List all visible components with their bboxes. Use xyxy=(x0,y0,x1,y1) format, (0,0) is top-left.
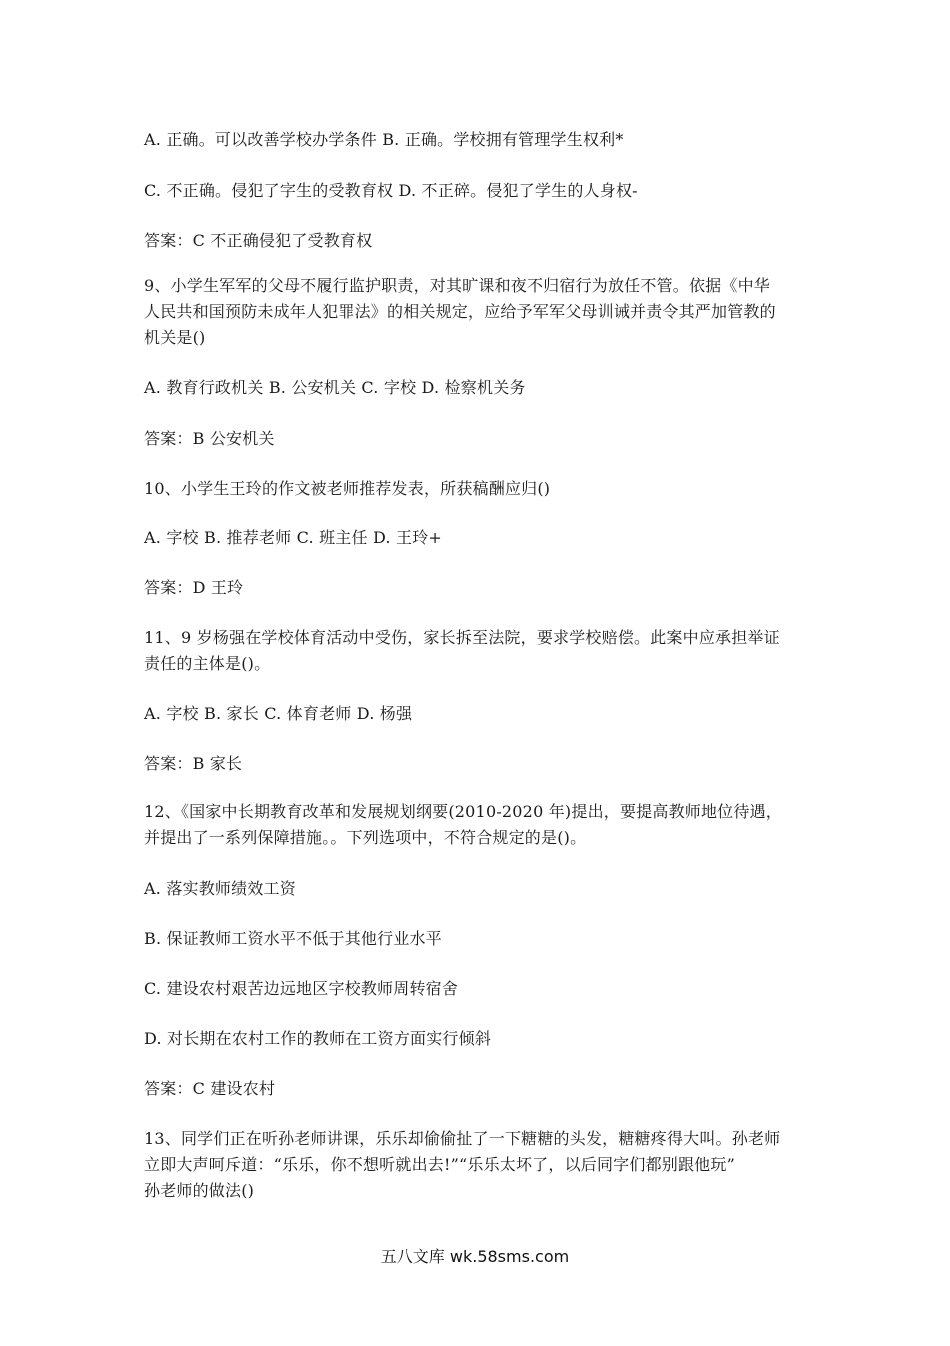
answer-line-q9: 答案：B 公安机关 xyxy=(144,429,275,448)
option-line-q10: A. 字校 B. 推荐老师 C. 班主任 D. 王玲+ xyxy=(144,528,442,547)
question-13-line-3: 孙老师的做法() xyxy=(144,1181,255,1200)
question-11-line-1: 11、9 岁杨强在学校体育活动中受伤，家长拆至法院，要求学校赔偿。此案中应承担举证 xyxy=(144,628,780,647)
question-9-line-3: 机关是() xyxy=(144,328,206,347)
question-9-line-2: 人民共和国预防未成年人犯罪法》的相关规定，应给予军军父母训诫并责令其严加管教的 xyxy=(144,302,776,321)
question-13-line-1: 13、同学们正在听孙老师讲课，乐乐却偷偷扯了一下糖糖的头发，糖糖疼得大叫。孙老师 xyxy=(144,1129,781,1148)
option-line-q8-cd: C. 不正确。侵犯了字生的受教育权 D. 不正碎。侵犯了学生的人身权- xyxy=(144,181,638,200)
question-12-line-1: 12、《国家中长期教育改革和发展规划纲要(2010-2020 年)提出，要提高教师地位待遇， xyxy=(144,802,782,821)
option-line-q12-b: B. 保证教师工资水平不低于其他行业水平 xyxy=(144,929,442,948)
option-line-q8-ab: A. 正确。可以改善学校办学条件 B. 正确。学校拥有管理学生权利* xyxy=(144,130,624,149)
question-10-line-1: 10、小学生王玲的作文被老师推荐发表，所获稿酬应归() xyxy=(144,479,551,498)
page-footer-watermark: 五八文库 wk.58sms.com xyxy=(380,1247,570,1266)
option-line-q9: A. 教育行政机关 B. 公安机关 C. 字校 D. 检察机关务 xyxy=(144,378,526,397)
option-line-q12-a: A. 落实教师绩效工资 xyxy=(144,879,296,898)
answer-line-q8: 答案：C 不正确侵犯了受教育权 xyxy=(144,231,373,250)
option-line-q12-d: D. 对长期在农村工作的教师在工资方面实行倾斜 xyxy=(144,1029,492,1048)
question-13-line-2: 立即大声呵斥道：“乐乐，你不想听就出去!”“乐乐太坏了，以后同字们都别跟他玩” xyxy=(144,1155,735,1174)
answer-line-q10: 答案：D 王玲 xyxy=(144,578,244,597)
answer-line-q12: 答案：C 建设农村 xyxy=(144,1079,276,1098)
question-11-line-2: 责任的主体是()。 xyxy=(144,654,271,673)
question-12-line-2: 并提出了一系列保障措施。。下列选项中，不符合规定的是()。 xyxy=(144,828,587,847)
question-9-line-1: 9、小学生军军的父母不履行监护职责，对其旷课和夜不归宿行为放任不管。依据《中华 xyxy=(144,276,770,295)
option-line-q12-c: C. 建设农村艰苦边远地区字校教师周转宿舍 xyxy=(144,979,459,998)
answer-line-q11: 答案：B 家长 xyxy=(144,754,243,773)
option-line-q11: A. 字校 B. 家长 C. 体育老师 D. 杨强 xyxy=(144,704,413,723)
